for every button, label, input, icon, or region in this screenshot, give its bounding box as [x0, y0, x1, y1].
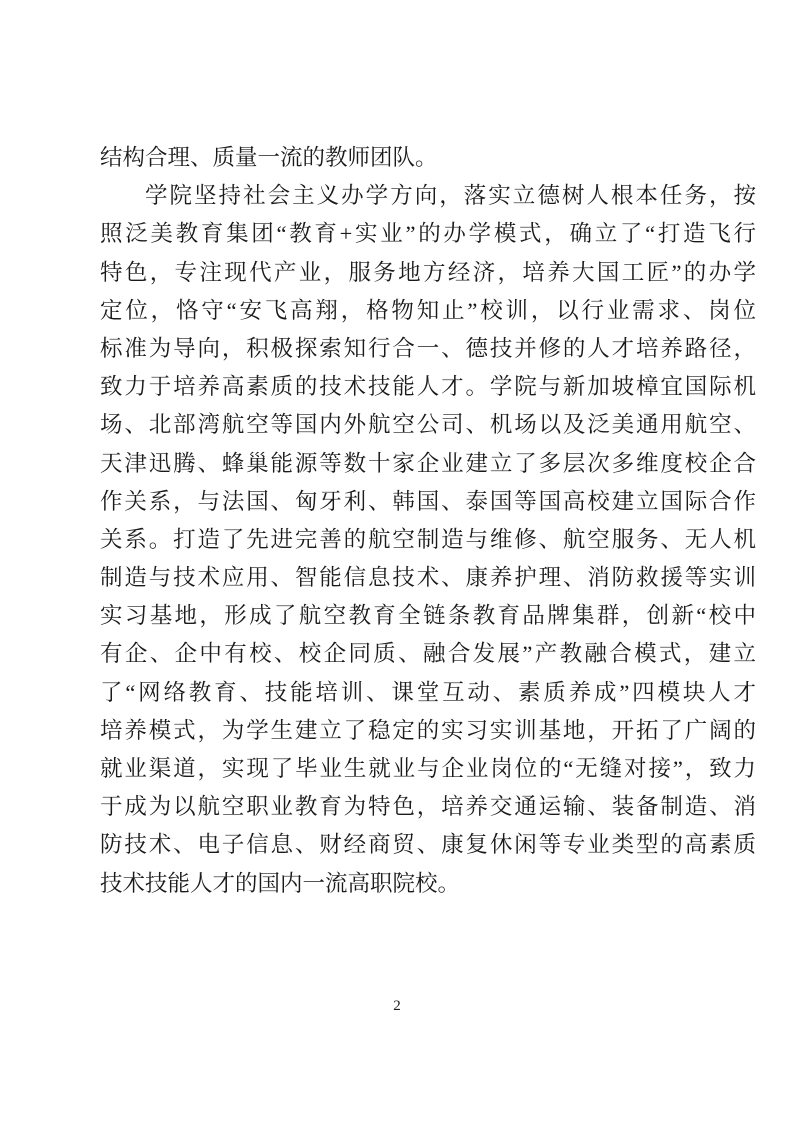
text-line: 技术技能人才的国内一流高职院校。 [100, 870, 461, 896]
text-line: 特色，专注现代产业，服务地方经济，培养大国工匠”的办学 [100, 259, 756, 285]
text-line: 标准为导向，积极探索知行合一、德技并修的人才培养路径， [100, 335, 756, 361]
text-line: 于成为以航空职业教育为特色，培养交通运输、装备制造、消 [100, 794, 756, 820]
document-body [100, 139, 756, 903]
text-line: 有企、企中有校、校企同质、融合发展”产教融合模式，建立 [100, 641, 756, 667]
text-line: 实习基地，形成了航空教育全链条教育品牌集群，创新“校中 [100, 603, 756, 629]
text-line: 场、北部湾航空等国内外航空公司、机场以及泛美通用航空、 [100, 412, 756, 438]
text-line: 致力于培养高素质的技术技能人才。学院与新加坡樟宜国际机 [100, 374, 756, 400]
text-line: 学院坚持社会主义办学方向，落实立德树人根本任务，按 [145, 183, 756, 209]
text-line: 培养模式，为学生建立了稳定的实习实训基地，开拓了广阔的 [100, 717, 756, 743]
text-line: 天津迅腾、蜂巢能源等数十家企业建立了多层次多维度校企合 [100, 450, 756, 476]
page-footer [0, 995, 794, 1017]
text-line: 制造与技术应用、智能信息技术、康养护理、消防救援等实训 [100, 565, 756, 591]
text-line: 就业渠道，实现了毕业生就业与企业岗位的“无缝对接”，致力 [100, 756, 756, 781]
text-line: 结构合理、质量一流的教师团队。 [100, 145, 438, 170]
text-line: 了“网络教育、技能培训、课堂互动、素质养成”四模块人才 [100, 679, 756, 705]
text-line: 作关系，与法国、匈牙利、韩国、泰国等国高校建立国际合作 [100, 488, 756, 514]
text-line: 防技术、电子信息、财经商贸、康复休闲等专业类型的高素质 [100, 832, 756, 858]
page-number: 2 [393, 998, 401, 1014]
text-line: 照泛美教育集团“教育+实业”的办学模式，确立了“打造飞行 [100, 221, 756, 247]
text-line: 关系。打造了先进完善的航空制造与维修、航空服务、无人机 [100, 526, 756, 552]
text-line: 定位，恪守“安飞高翔，格物知止”校训，以行业需求、岗位 [100, 297, 756, 323]
